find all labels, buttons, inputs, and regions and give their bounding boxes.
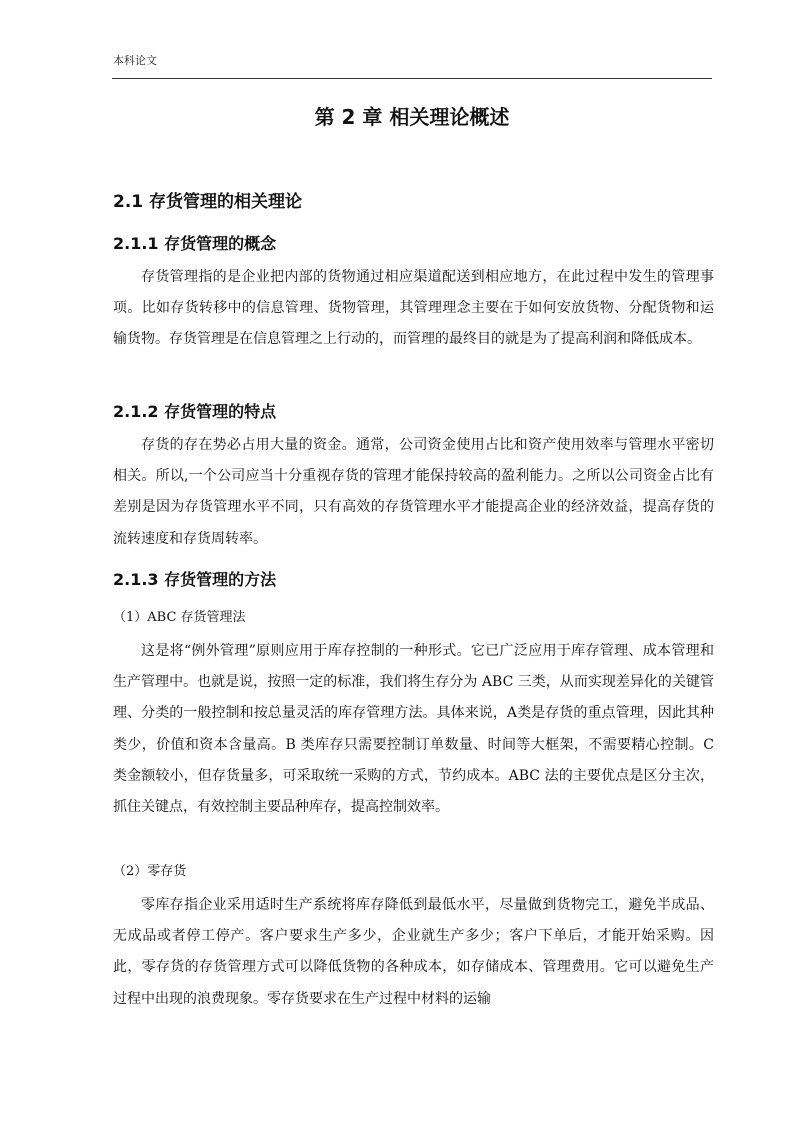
method-label-abc: （1）ABC 存货管理法 — [113, 610, 246, 625]
subsection-title-methods: 2.1.3 存货管理的方法 — [113, 570, 277, 589]
section-title: 2.1 存货管理的相关理论 — [113, 192, 303, 212]
header-rule — [112, 78, 712, 79]
paragraph-abc: 这是将“例外管理”原则应用于库存控制的一种形式。它已广泛应用于库存管理、成本管理和生产管理中。也就是说，按照一定的标准，我们将生存分为 ABC 三类，从而实现差异化的关键管理、分类的一般控制和按总量灵活的库存管理方法。具体来说，A类是存货的重点管理，因此其种类少，价值和资本含量高。B 类库存只需要控制订单数量、时间等大框架，不需要精心控制。C 类金额较小，但存货量多，可采取统一采购的方式，节约成本。ABC 法的主要优点是区分主次，抓住关键点，有效控制主要品种库存，提高控制效率。 — [113, 643, 714, 816]
method-label-zero-inventory: （2）零存货 — [113, 864, 187, 879]
chapter-title: 第 2 章 相关理论概述 — [314, 105, 510, 129]
subsection-title-concept: 2.1.1 存货管理的概念 — [113, 234, 277, 253]
running-header: 本科论文 — [113, 54, 157, 67]
paragraph-features: 存货的存在势必占用大量的资金。通常，公司资金使用占比和资产使用效率与管理水平密切相关。所以,一个公司应当十分重视存货的管理才能保持较高的盈利能力。之所以公司资金占比有差别是因为存货管理水平不同，只有高效的存货管理水平才能提高企业的经济效益，提高存货的流转速度和存货周转率。 — [113, 437, 714, 547]
paragraph-zero-inventory: 零库存指企业采用适时生产系统将库存降低到最低水平，尽量做到货物完工，避免半成品、无成品或者停工停产。客户要求生产多少，企业就生产多少；客户下单后，才能开始采购。因此，零存货的存货管理方式可以降低货物的各种成本，如存储成本、管理费用。它可以避免生产过程中出现的浪费现象。零存货要求在生产过程中材料的运输 — [113, 897, 714, 1007]
subsection-title-features: 2.1.2 存货管理的特点 — [113, 402, 277, 421]
paragraph-concept: 存货管理指的是企业把内部的货物通过相应渠道配送到相应地方，在此过程中发生的管理事项。比如存货转移中的信息管理、货物管理，其管理理念主要在于如何安放货物、分配货物和运输货物。存货管理是在信息管理之上行动的，而管理的最终目的就是为了提高利润和降低成本。 — [113, 269, 714, 348]
